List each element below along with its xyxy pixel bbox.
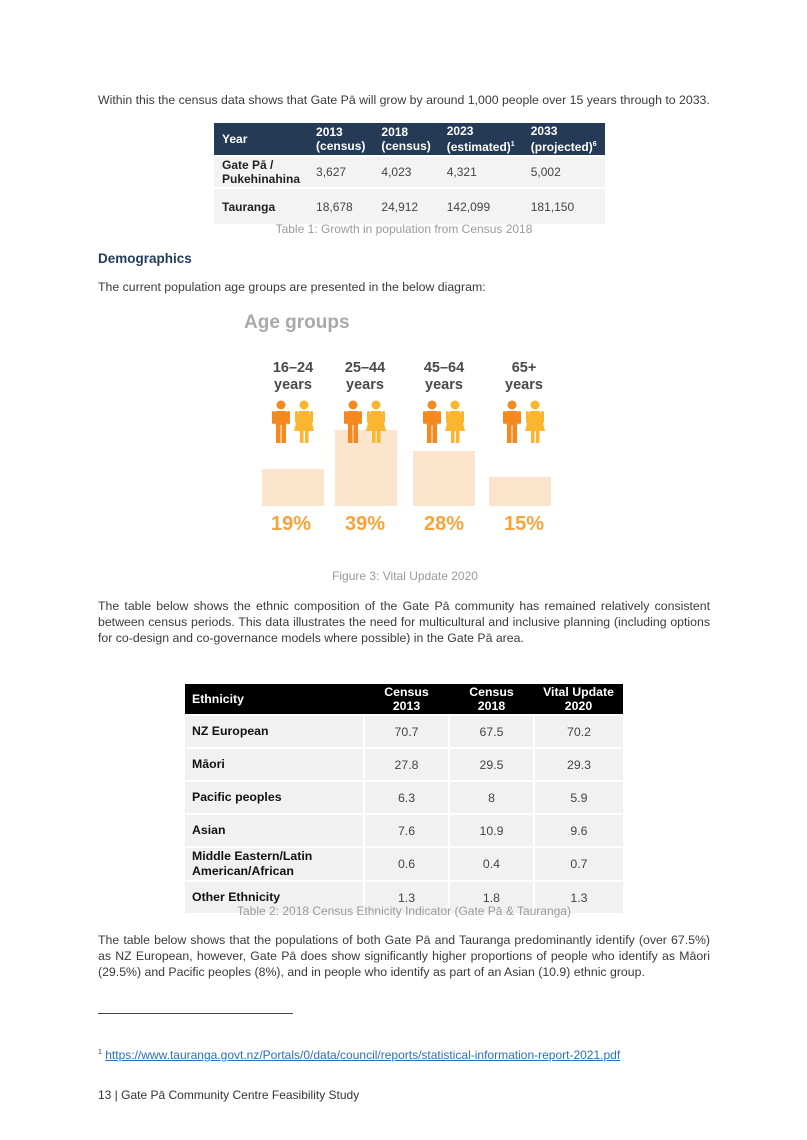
table-header-row <box>214 123 605 156</box>
row-label: Other Ethnicity <box>185 881 364 913</box>
row-label: Asian <box>185 814 364 847</box>
table-row <box>185 748 623 781</box>
table-cell: 70.7 <box>364 715 449 748</box>
table-cell: 1.3 <box>534 881 623 913</box>
header-cell: Ethnicity <box>185 684 364 715</box>
footnote <box>98 1048 620 1062</box>
row-label: Māori <box>185 748 364 781</box>
age-label-45-64: 45–64 years <box>423 360 465 393</box>
table-cell: 1.8 <box>449 881 534 913</box>
table-cell: 29.3 <box>534 748 623 781</box>
table-cell: 5.9 <box>534 781 623 814</box>
table-cell: 24,912 <box>373 188 438 224</box>
population-growth-table <box>214 123 605 224</box>
footnote-divider <box>98 1013 293 1014</box>
table-row <box>185 814 623 847</box>
table-row <box>185 847 623 881</box>
closing-paragraph: The table below shows that the populations of both Gate Pā and Tauranga predominantly identify (over 67.5%) as NZ European, however, Gate Pā does show significantly higher proportions of people who identify as Māori (29.5%) and Pacific peoples (8%), and in people who identify as part of an Asian (10.9) ethnic group. <box>98 933 710 979</box>
intro-paragraph: Within this the census data shows that Gate Pā will grow by around 1,000 people over 15 years through to 2033. <box>98 93 710 107</box>
figure-caption: Figure 3: Vital Update 2020 <box>332 569 478 583</box>
pct-label-45-64: 28% <box>423 513 465 535</box>
table-header-row <box>185 684 623 715</box>
table-cell: 10.9 <box>449 814 534 847</box>
age-label-65-plus: 65+ years <box>505 360 543 393</box>
page-footer: 13 | Gate Pā Community Centre Feasibility Study <box>98 1088 360 1102</box>
people-icon <box>409 400 479 444</box>
table-cell: 5,002 <box>523 156 605 188</box>
demographics-heading: Demographics <box>98 251 192 266</box>
table-cell: 181,150 <box>523 188 605 224</box>
table-cell: 0.6 <box>364 847 449 881</box>
table-row <box>214 188 605 224</box>
age-label-16-24: 16–24 years <box>272 360 314 393</box>
table-cell: 3,627 <box>308 156 373 188</box>
table2-caption: Table 2: 2018 Census Ethnicity Indicator (Gate Pā & Tauranga) <box>237 904 571 918</box>
table-cell: 0.4 <box>449 847 534 881</box>
table-cell: 67.5 <box>449 715 534 748</box>
header-cell: 2033 (projected)$^6$ <box>523 123 605 156</box>
ethnicity-table <box>185 684 623 913</box>
header-cell: Census 2018 <box>449 684 534 715</box>
ethnic-intro-paragraph: The table below shows the ethnic composition of the Gate Pā community has remained relatively consistent between census periods. This data illustrates the need for multicultural and inclusive planning (including options for co-design and co-governance models where possible) in the Gate Pā area. <box>98 599 710 645</box>
people-icon <box>330 400 400 444</box>
footnote-link[interactable]: https://www.tauranga.govt.nz/Portals/0/data/council/reports/statistical-information-report-2021.pdf <box>105 1048 621 1062</box>
age-intro-paragraph: The current population age groups are presented in the below diagram: <box>98 280 486 294</box>
row-label: Pacific peoples <box>185 781 364 814</box>
bar-65-plus <box>489 477 551 506</box>
table-cell: 0.7 <box>534 847 623 881</box>
pct-label-65-plus: 15% <box>503 513 545 535</box>
header-cell: Vital Update 2020 <box>534 684 623 715</box>
row-label: Tauranga <box>214 188 308 224</box>
chart-title: Age groups <box>244 312 350 333</box>
table-row <box>214 156 605 188</box>
pct-label-25-44: 39% <box>344 513 386 535</box>
pct-label-16-24: 19% <box>270 513 312 535</box>
row-label: Gate Pā / Pukehinahina <box>214 156 308 188</box>
table1-caption: Table 1: Growth in population from Census 2018 <box>275 222 533 236</box>
table-cell: 9.6 <box>534 814 623 847</box>
row-label: NZ European <box>185 715 364 748</box>
table-cell: 8 <box>449 781 534 814</box>
table-cell: 6.3 <box>364 781 449 814</box>
header-cell: 2018 (census) <box>373 123 438 156</box>
table-cell: 27.8 <box>364 748 449 781</box>
table-cell: 7.6 <box>364 814 449 847</box>
table-row <box>185 715 623 748</box>
table-row <box>185 781 623 814</box>
header-cell: 2023 (estimated)$^1$ <box>439 123 523 156</box>
people-icon <box>258 400 328 444</box>
table-cell: 18,678 <box>308 188 373 224</box>
table-cell: 142,099 <box>439 188 523 224</box>
header-cell: Census 2013 <box>364 684 449 715</box>
bar-16-24 <box>262 469 324 506</box>
header-cell: 2013 (census) <box>308 123 373 156</box>
table-cell: 29.5 <box>449 748 534 781</box>
table-cell: 70.2 <box>534 715 623 748</box>
header-cell: Year <box>214 123 308 156</box>
row-label: Middle Eastern/Latin American/African <box>185 847 364 881</box>
table-cell: 4,321 <box>439 156 523 188</box>
table-cell: 4,023 <box>373 156 438 188</box>
age-groups-chart <box>240 308 570 548</box>
age-label-25-44: 25–44 years <box>344 360 386 393</box>
table-cell: 1.3 <box>364 881 449 913</box>
people-icon <box>489 400 559 444</box>
bar-45-64 <box>413 451 475 506</box>
footnote-marker: 1 <box>98 1049 102 1056</box>
